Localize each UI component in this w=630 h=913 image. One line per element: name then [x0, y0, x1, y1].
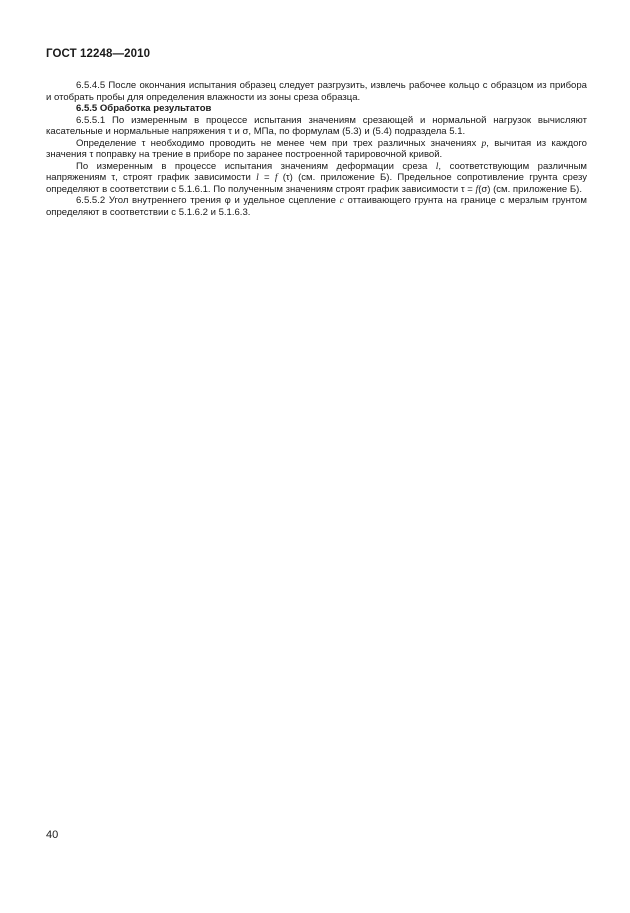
text-run: (σ) (см. приложение Б). — [478, 183, 582, 195]
italic-symbol: l — [256, 172, 259, 183]
document-body — [46, 80, 587, 218]
italic-symbol: c — [339, 195, 344, 206]
paragraph-6-5-4-5 — [46, 80, 587, 103]
paragraph-6-5-5-2 — [46, 195, 587, 218]
text-run: (τ) (см. приложение Б). Предельное сопротивление грунта срезу определяют в соответствии с 5.1.6.1. По полученным значениям строят график зависимости τ = — [46, 172, 587, 195]
text-run: По измеренным в процессе испытания значениям деформации среза — [76, 160, 436, 172]
italic-symbol: p — [481, 137, 487, 149]
italic-symbol: f — [274, 172, 278, 183]
text-run: , соответствующим различным напряжениям τ, строят график зависимости — [46, 160, 587, 183]
section-heading-6-5-5 — [46, 103, 587, 115]
standard-code: ГОСТ 12248—2010 — [46, 48, 151, 60]
text-run: 6.5.4.5 После окончания испытания образец следует разгрузить, извлечь рабочее кольцо с образцом из прибора и отобрать пробы для определения влажности из зоны среза образца. — [46, 80, 587, 103]
page-number-text: 40 — [46, 829, 59, 841]
text-run: 6.5.5 Обработка результатов — [76, 103, 212, 114]
page-number — [46, 829, 58, 841]
text-run: , вычитая из каждого значения τ поправку на трение в приборе по заранее построенной тарировочной кривой. — [46, 137, 587, 160]
document-header — [46, 48, 150, 60]
text-run: = — [258, 172, 275, 183]
text-run: Определение τ необходимо проводить не менее чем при трех различных значениях — [76, 137, 482, 149]
text-run: 6.5.5.2 Угол внутреннего трения φ и удельное сцепление — [76, 195, 340, 206]
paragraph-6-5-5-1 — [46, 115, 587, 138]
text-run: оттаивающего грунта на границе с мерзлым грунтом определяют в соответствии с 5.1.6.2 и 5.1.6.3. — [46, 195, 587, 218]
text-run: 6.5.5.1 По измеренным в процессе испытания значениям срезающей и нормальной нагрузок вычисляют касательные и нормальные напряжения τ и σ, МПа, по формулам (5.3) и (5.4) подраздела 5.1. — [46, 114, 587, 137]
italic-symbol: f — [475, 183, 479, 195]
paragraph-shear-deformation — [46, 161, 587, 196]
paragraph-tau-determination — [46, 138, 587, 161]
italic-symbol: l — [435, 160, 439, 172]
